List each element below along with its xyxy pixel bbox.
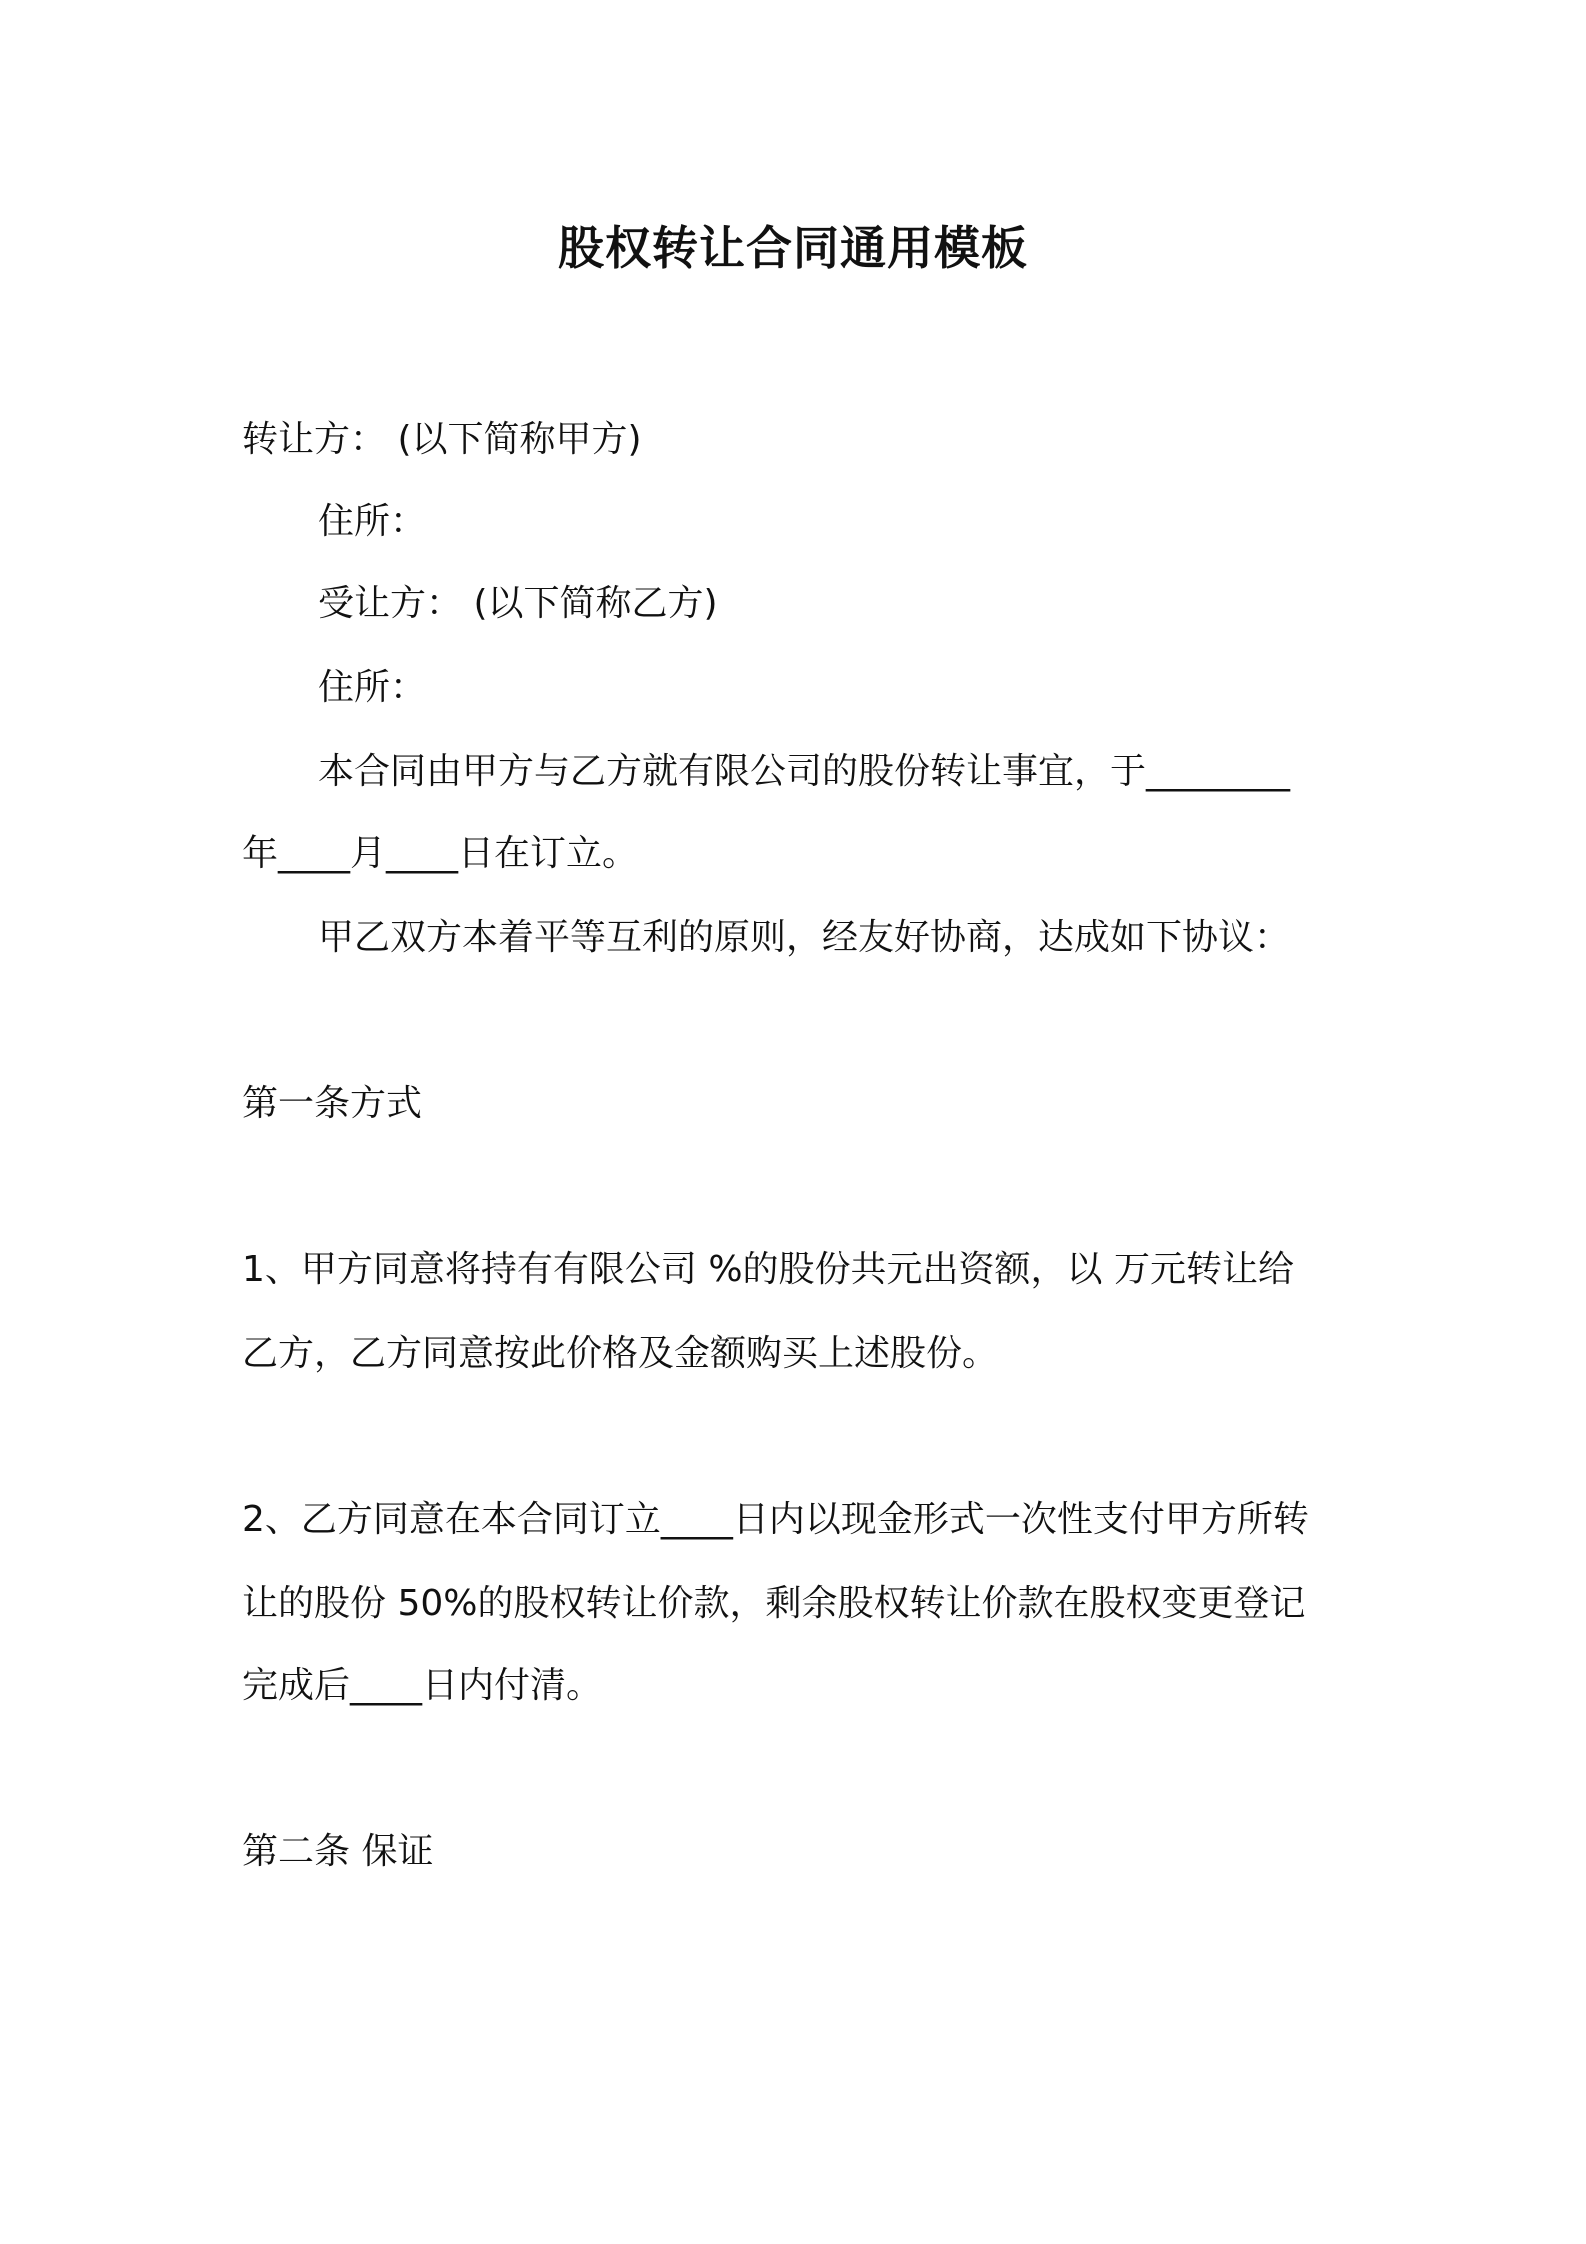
article-2-heading: 第二条 保证 <box>242 1831 434 1872</box>
transferee-address-line: 住所： <box>318 667 427 708</box>
transferor-address-line: 住所： <box>318 501 427 542</box>
preamble-line-1: 本合同由甲方与乙方就有限公司的股份转让事宜，于________ <box>318 751 1291 792</box>
document-title: 股权转让合同通用模板 <box>558 221 1028 275</box>
agreement-intro-line: 甲乙双方本着平等互利的原则，经友好协商，达成如下协议： <box>318 917 1291 958</box>
transferor-line: 转让方： (以下简称甲方) <box>242 419 642 460</box>
clause-2-line-3: 完成后____日内付清。 <box>242 1665 603 1706</box>
clause-2-line-1: 2、乙方同意在本合同订立____日内以现金形式一次性支付甲方所转 <box>242 1499 1309 1540</box>
transferee-line: 受让方： (以下简称乙方) <box>318 583 718 624</box>
article-1-heading: 第一条方式 <box>242 1083 423 1124</box>
clause-2-line-2: 让的股份 50%的股权转让价款，剩余股权转让价款在股权变更登记 <box>242 1583 1306 1624</box>
clause-1-line-1: 1、甲方同意将持有有限公司 %的股份共元出资额，以 万元转让给 <box>242 1249 1294 1290</box>
clause-1-line-2: 乙方，乙方同意按此价格及金额购买上述股份。 <box>242 1333 999 1374</box>
preamble-line-2: 年____月____日在订立。 <box>242 833 639 874</box>
